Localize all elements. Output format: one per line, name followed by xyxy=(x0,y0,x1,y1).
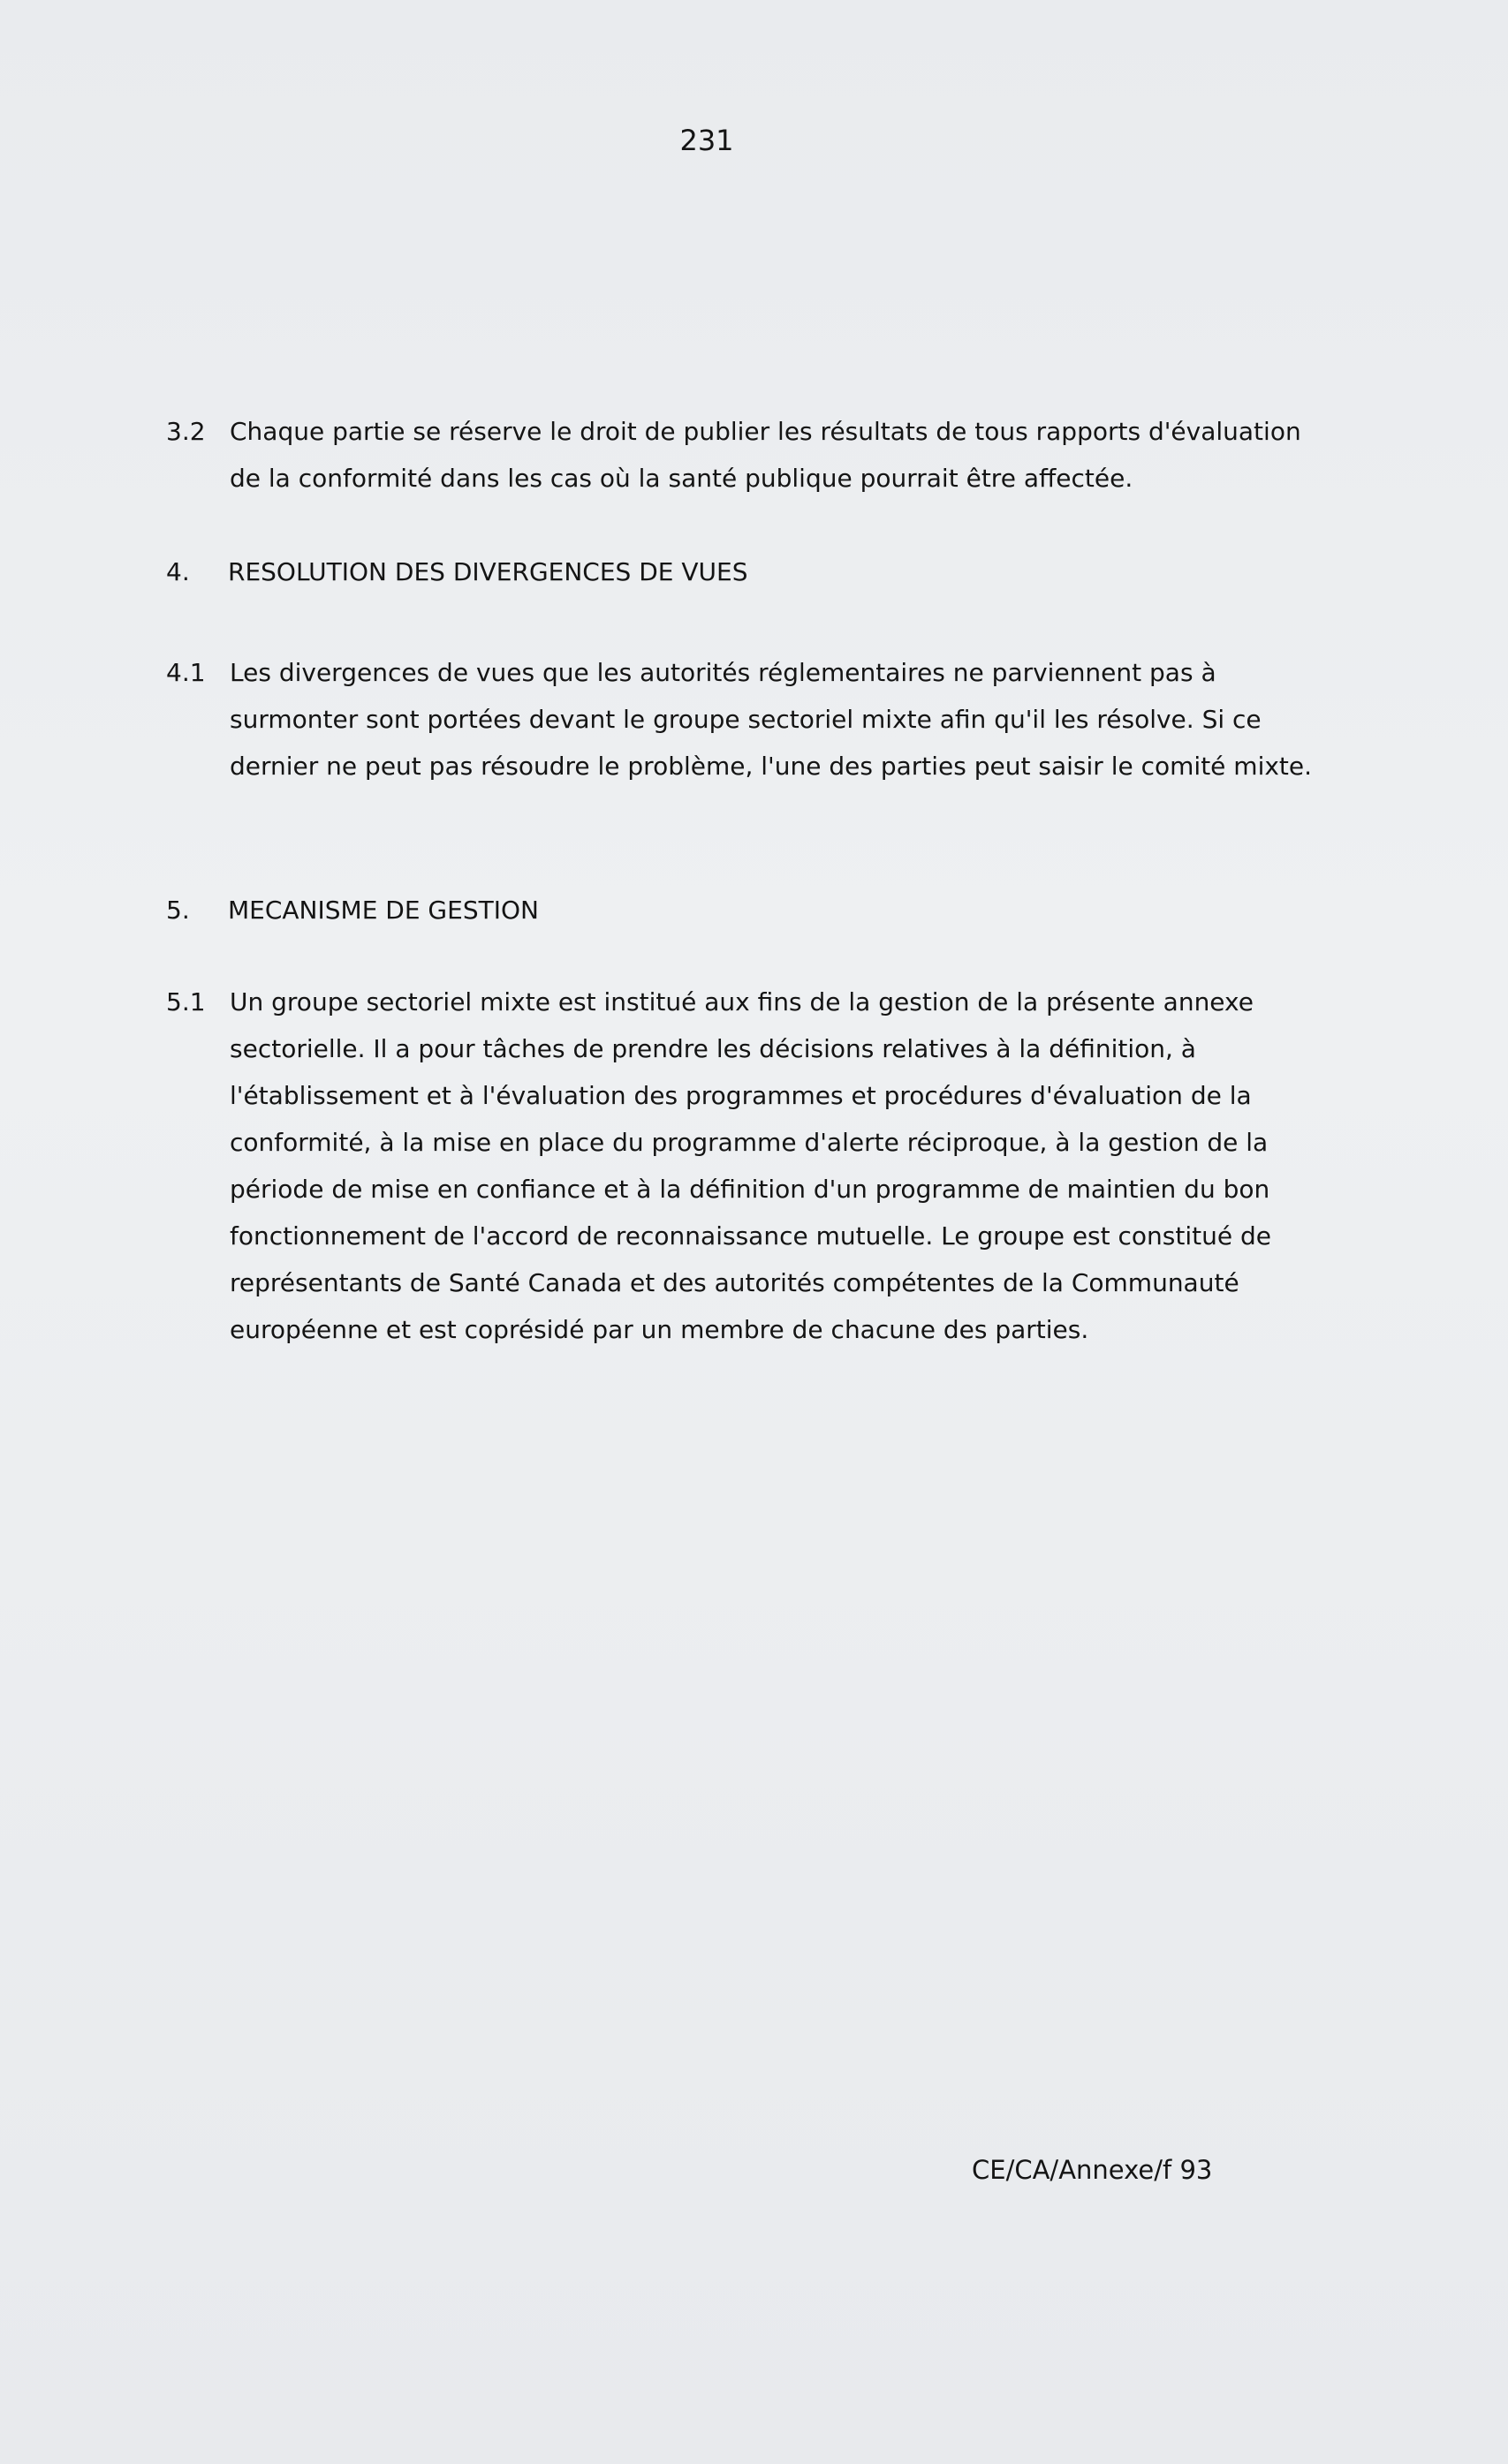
section-number: 4. xyxy=(166,557,190,586)
paragraph-number: 4.1 xyxy=(166,658,206,687)
section-title: RESOLUTION DES DIVERGENCES DE VUES xyxy=(228,557,748,586)
paragraph-text: Un groupe sectoriel mixte est institué aux fins de la gestion de la présente annexe sectorielle. Il a pour tâches de prendre les décisions relatives à la définition, à l'établissement et à l'évaluation des programmes et procédures d'évaluation de la conformité, à la mise en place du programme d'alerte réciproque, à la gestion de la période de mise en confiance et à la définition d'un programme de maintien du bon fonctionnement de l'accord de reconnaissance mutuelle. Le groupe est constitué de représentants de Santé Canada et des autorités compétentes de la Communauté européenne et est coprésidé par un membre de chacune des parties. xyxy=(230,987,1271,1344)
document-reference: CE/CA/Annexe/f 93 xyxy=(972,2155,1213,2185)
section-heading-5 xyxy=(166,893,539,928)
section-heading-4 xyxy=(166,555,747,590)
paragraph-3-2 xyxy=(166,408,1315,502)
paragraph-number: 5.1 xyxy=(166,987,206,1017)
section-number: 5. xyxy=(166,896,190,925)
paragraph-number: 3.2 xyxy=(166,417,206,446)
paragraph-text: Les divergences de vues que les autorités réglementaires ne parviennent pas à surmonter sont portées devant le groupe sectoriel mixte afin qu'il les résolve. Si ce dernier ne peut pas résoudre le problème, l'une des parties peut saisir le comité mixte. xyxy=(230,658,1313,781)
section-title: MECANISME DE GESTION xyxy=(228,896,539,925)
page-number: 231 xyxy=(679,124,734,157)
paragraph-text: Chaque partie se réserve le droit de publier les résultats de tous rapports d'évaluation de la conformité dans les cas où la santé publique pourrait être affectée. xyxy=(230,417,1301,493)
paragraph-4-1 xyxy=(166,649,1315,790)
paragraph-5-1 xyxy=(166,979,1315,1353)
